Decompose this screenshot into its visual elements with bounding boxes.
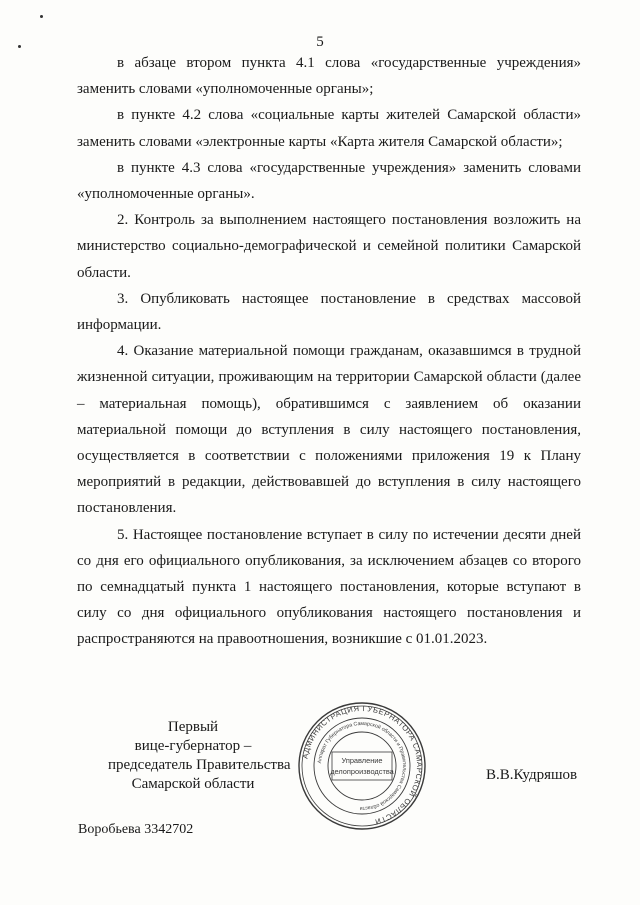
page-number: 5 [316,34,324,50]
paragraph: 5. Настоящее постановление вступает в силу по истечении десяти дней со дня его официального опубликования, за исключением абзацев со второго по семнадцатый пункта 1 настоящего постановления, которые вступают в силу со дня официального опубликования настоящего постановления и распространяются на правоотношения, возникшие с 01.01.2023. [77,526,581,648]
stamp-center-line: Управление [341,756,383,765]
stamp-outer-text: АДМИНИСТРАЦИЯ ГУБЕРНАТОРА САМАРСКОЙ ОБЛАСТИ [300,703,425,827]
scan-speck [40,15,43,18]
stamp-inner-text: Аппарат Губернатора Самарской области и Правительства Самарской области [317,720,408,812]
signer-line: Самарской области [131,776,255,792]
signer-title [108,718,291,794]
paragraph: в абзаце втором пункта 4.1 слова «государственные учреждения» заменить словами «уполномоченные органы»; [77,55,581,98]
official-stamp [296,700,428,832]
signatory-name: В.В.Кудряшов [486,767,578,783]
paragraph: в пункте 4.2 слова «социальные карты жителей Самарской области» заменить словами «электронные карты «Карта жителя Самарской области»; [77,107,581,150]
document-body [77,50,581,653]
paragraph: 2. Контроль за выполнением настоящего постановления возложить на министерство социально-демографической и семейной политики Самарской области. [77,212,581,281]
paragraph: 4. Оказание материальной помощи гражданам, оказавшимся в трудной жизненной ситуации, проживающим на территории Самарской области (далее – материальная помощь), обратившимся с заявлением об оказании материальной помощи до вступления в силу настоящего постановления, осуществляется в соответствии с положениями приложения 19 к Плану мероприятий в редакции, действовавшей до вступления в силу настоящего постановления. [77,343,581,517]
paragraph: в пункте 4.3 слова «государственные учреждения» заменить словами «уполномоченные органы». [77,159,581,203]
signer-line: председатель Правительства [108,757,291,773]
signer-line: Первый [167,719,219,735]
executor-contact: Воробьева 3342702 [78,822,194,837]
paragraph: 3. Опубликовать настоящее постановление в средствах массовой информации. [77,290,581,334]
stamp-inner-ring [328,732,396,800]
stamp-center-line: делопроизводства [330,767,394,776]
signer-line: вице-губернатор – [134,738,252,754]
